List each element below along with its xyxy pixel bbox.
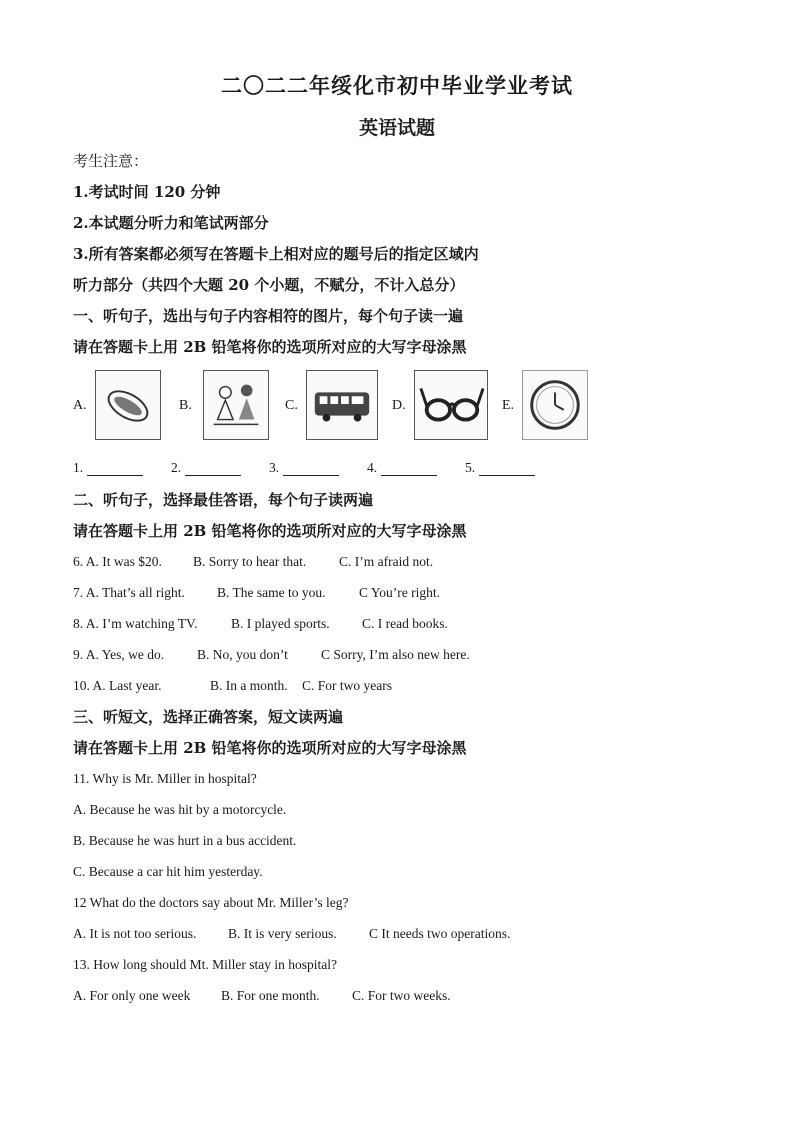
clock-icon (522, 370, 588, 440)
listening-intro: 听力部分（共四个大题 20 个小题，不赋分，不计入总分） (73, 276, 465, 294)
exam-subtitle: 英语试题 (358, 117, 435, 139)
question-8: 8. A. I’m watching TV. B. I played sports. C. I read books. (73, 616, 448, 631)
section1-heading: 一、听句子，选出与句子内容相符的图片，每个句子读一遍 (73, 307, 464, 325)
question-13-options: A. For only one week B. For one month. C. For two weeks. (73, 988, 451, 1003)
question-12-options: A. It is not too serious. B. It is very serious. C It needs two operations. (73, 926, 511, 941)
picture-label-d: D. (392, 398, 406, 413)
question-11-option-a: A. Because he was hit by a motorcycle. (73, 802, 287, 817)
answer-blank-4[interactable]: 4. (367, 460, 437, 476)
answer-blanks (73, 454, 733, 486)
question-13-stem: 13. How long should Mt. Miller stay in hospital? (73, 957, 337, 972)
exam-title: 二〇二二年绥化市初中毕业学业考试 (221, 73, 573, 98)
section3-instruction: 请在答题卡上用 2B 铅笔将你的选项所对应的大写字母涂黑 (73, 739, 467, 757)
question-7: 7. A. That’s all right. B. The same to you. C You’re right. (73, 585, 441, 600)
question-6: 6. A. It was $20. B. Sorry to hear that. C. I’m afraid not. (73, 554, 434, 569)
question-10: 10. A. Last year. B. In a month. C. For two years (73, 678, 392, 693)
question-12-stem: 12 What do the doctors say about Mr. Miller’s leg? (73, 895, 349, 910)
section3-heading: 三、听短文，选择正确答案，短文读两遍 (73, 708, 344, 726)
question-11-option-b: B. Because he was hurt in a bus accident. (73, 833, 297, 848)
hotdog-icon (95, 370, 161, 440)
question-9: 9. A. Yes, we do. B. No, you don’t C Sorry, I’m also new here. (73, 647, 470, 662)
answer-blank-2[interactable]: 2. (171, 460, 241, 476)
answer-blank-1[interactable]: 1. (73, 460, 143, 476)
answer-blank-5[interactable]: 5. (465, 460, 535, 476)
question-11-stem: 11. Why is Mr. Miller in hospital? (73, 771, 257, 786)
section1-instruction: 请在答题卡上用 2B 铅笔将你的选项所对应的大写字母涂黑 (73, 338, 467, 356)
question-11-option-c: C. Because a car hit him yesterday. (73, 864, 263, 879)
section2-instruction: 请在答题卡上用 2B 铅笔将你的选项所对应的大写字母涂黑 (73, 522, 467, 540)
bus-icon (306, 370, 378, 440)
picture-label-a: A. (73, 398, 87, 413)
notice-item-2: 2.本试题分听力和笔试两部分 (73, 214, 269, 232)
exam-content (73, 147, 733, 1013)
notice-item-1: 1.考试时间 120 分钟 (73, 183, 221, 201)
section2-heading: 二、听句子，选择最佳答语，每个句子读两遍 (73, 491, 374, 509)
picture-options (73, 370, 733, 450)
notice-item-3: 3.所有答案都必须写在答题卡上相对应的题号后的指定区域内 (73, 245, 479, 263)
glasses-icon (414, 370, 488, 440)
answer-blank-3[interactable]: 3. (269, 460, 339, 476)
people-meeting-icon (203, 370, 269, 440)
notice-heading: 考生注意： (73, 152, 149, 170)
picture-label-e: E. (502, 398, 515, 413)
picture-label-b: B. (179, 398, 192, 413)
picture-label-c: C. (285, 398, 298, 413)
